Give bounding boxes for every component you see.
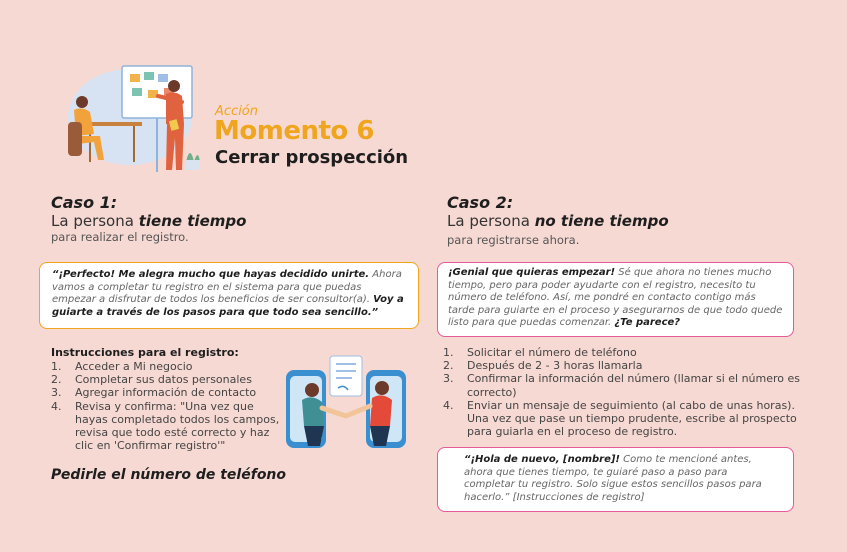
- step-text: Completar sus datos personales: [75, 373, 252, 387]
- case2-quote-body: Sé que ahora no tienes mucho tiempo, pero para poder ayudarte con el registro, necesito tu número de teléfono. Así, me pondré en contacto contigo más tarde para guiarte en el proceso y asegurarnos de que todo quede listo para que puedas comenzar.: [448, 267, 783, 328]
- case1-line: [51, 212, 246, 230]
- list-item: [51, 400, 286, 453]
- case1-title: Caso 1:: [51, 193, 118, 212]
- list-item: [443, 399, 813, 439]
- step-text: Agregar información de contacto: [75, 386, 257, 400]
- case1-line-emph: tiene tiempo: [138, 212, 247, 230]
- case1-line-prefix: La persona: [51, 212, 139, 230]
- list-item: [51, 386, 286, 399]
- case2-followup-body: Como te mencioné antes, ahora que tienes tiempo, te guiaré paso a paso para completar tu registro. Solo sigue estos sencillos pasos para hacerlo.” [Instrucciones de registro]: [464, 454, 762, 503]
- step-number: 2.: [51, 373, 62, 387]
- list-item: [51, 360, 286, 373]
- case1-quote-open: “¡Perfecto! Me alegra mucho que hayas decidido unirte.: [52, 269, 370, 280]
- list-item: [443, 372, 813, 398]
- step-number: 3.: [443, 372, 454, 386]
- case2-followup-box: [437, 447, 794, 512]
- step-text: Solicitar el número de teléfono: [467, 346, 637, 359]
- page-title: Momento 6: [214, 116, 374, 146]
- case1-header: [51, 193, 246, 244]
- case2-line: [447, 212, 669, 230]
- case2-steps-list: [443, 346, 813, 438]
- list-item: [443, 359, 813, 372]
- list-item: [443, 346, 813, 359]
- step-text: Revisa y confirma: "Una vez que hayas completado todos los campos, revisa que todo esté correcto y haz clic en 'Confirmar registro'": [75, 399, 280, 453]
- case1-footer-note: Pedirle el número de teléfono: [51, 467, 287, 483]
- case2-followup-open: “¡Hola de nuevo, [nombre]!: [464, 454, 620, 465]
- case2-quote-box: [437, 262, 794, 337]
- kicker-label: Acción: [215, 104, 258, 119]
- case2-line-prefix: La persona: [447, 212, 535, 230]
- case1-steps-list: [51, 360, 286, 452]
- case2-line-emph: no tiene tiempo: [534, 212, 669, 230]
- case1-sub: para realizar el registro.: [51, 230, 189, 244]
- handshake-phones-illustration: [282, 354, 412, 454]
- step-text: Después de 2 - 3 horas llamarla: [467, 359, 643, 373]
- step-text: Enviar un mensaje de seguimiento (al cabo de unas horas). Una vez que pase un tiempo prudente, escribe al prospecto para guiarla en el proceso de registro.: [467, 398, 797, 439]
- instructions-title: Instrucciones para el registro:: [51, 346, 239, 359]
- list-item: [51, 373, 286, 386]
- case1-quote-box: [39, 262, 419, 329]
- step-number: 3.: [51, 386, 62, 400]
- case2-quote-close: ¿Te parece?: [614, 317, 681, 328]
- case2-title: Caso 2:: [447, 193, 514, 212]
- step-number: 1.: [51, 360, 62, 373]
- step-number: 4.: [443, 398, 454, 412]
- page-subtitle: Cerrar prospección: [215, 147, 409, 168]
- case2-quote-open: ¡Genial que quieras empezar!: [448, 267, 616, 278]
- step-text: Acceder a Mi negocio: [75, 360, 193, 373]
- case2-sub: para registrarse ahora.: [447, 233, 580, 247]
- step-number: 1.: [443, 346, 454, 359]
- case1-quote-close: Voy a guiarte a través de los pasos para que todo sea sencillo.”: [52, 294, 404, 318]
- step-number: 2.: [443, 359, 454, 373]
- step-text: Confirmar la información del número (llamar si el número es correcto): [467, 372, 801, 399]
- case1-quote-body: Ahora vamos a completar tu registro en el sistema para que puedas empezar a disfrutar de todos los beneficios de ser consultor(a).: [52, 269, 402, 305]
- case2-header: [447, 193, 669, 247]
- meeting-illustration: [60, 62, 210, 177]
- step-number: 4.: [51, 399, 62, 413]
